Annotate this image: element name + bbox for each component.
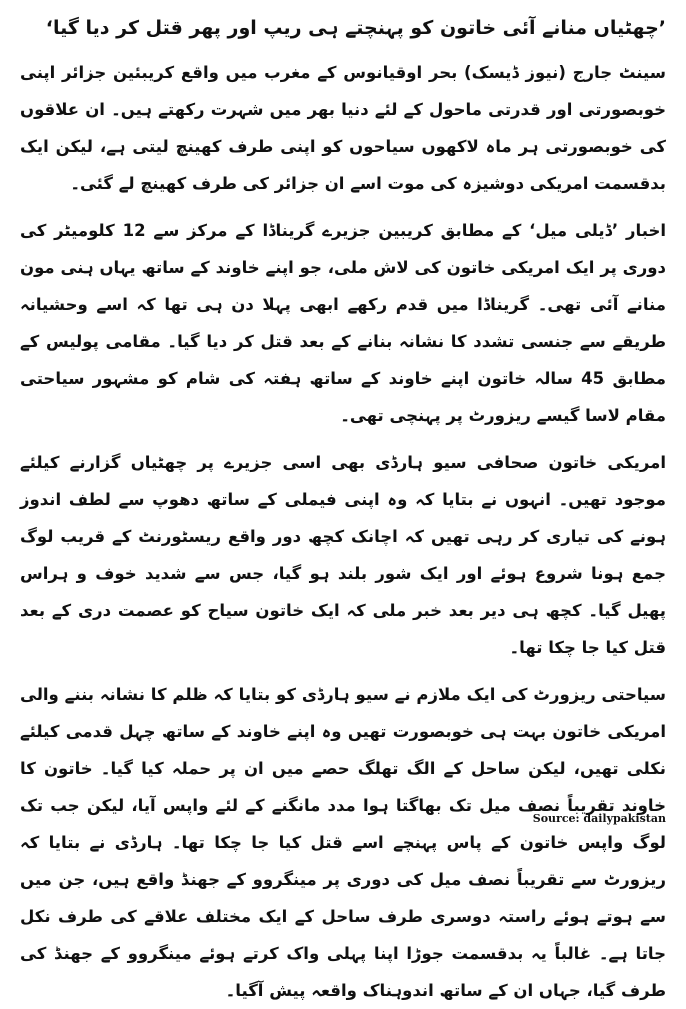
source-credit: Source: dailypakistan bbox=[532, 812, 666, 825]
article-paragraph-1: سینٹ جارج (نیوز ڈیسک) بحر اوقیانوس کے مغرب میں واقع کریبئین جزائر اپنی خوبصورتی اور قدرتی ماحول کے لئے دنیا بھر میں شہرت رکھتے ہیں۔ ان علاقوں کی خوبصورتی ہر ماہ لاکھوں سیاحوں کو اپنی طرف کھینچ لیتی ہے، لیکن ایک بدقسمت امریکی دوشیزہ کی موت اسے ان جزائر کی طرف کھینچ لے گئی۔ bbox=[20, 63, 666, 193]
article-paragraph-3: امریکی خاتون صحافی سیو ہارڈی بھی اسی جزیرے پر چھٹیاں گزارنے کیلئے موجود تھیں۔ انہوں نے بتایا کہ وہ اپنی فیملی کے ساتھ دھوپ سے لطف اندوز ہونے کی تیاری کر رہی تھیں کہ اچانک کچھ دور واقع ریسٹورنٹ کے قریب لوگ جمع ہونا شروع ہوئے اور ایک شور بلند ہو گیا، جس سے شدید خوف و ہراس پھیل گیا۔ کچھ ہی دیر بعد خبر ملی کہ ایک خاتون سیاح کو عصمت دری کے بعد قتل کیا جا چکا تھا۔ bbox=[20, 453, 666, 657]
article-paragraph-4: سیاحتی ریزورٹ کی ایک ملازم نے سیو ہارڈی کو بتایا کہ ظلم کا نشانہ بننے والی امریکی خاتون بہت ہی خوبصورت تھیں وہ اپنے خاوند کے ساتھ چہل قدمی کیلئے نکلی تھیں، لیکن ساحل کے الگ تھلگ حصے میں ان پر حملہ کیا گیا۔ خاتون کا خاوند تقریباً نصف میل تک بھاگتا ہوا مدد مانگنے کے لئے واپس آیا، لیکن جب تک لوگ واپس خاتون کے پاس پہنچے اسے قتل کیا جا چکا تھا۔ ہارڈی نے بتایا کہ ریزورٹ سے تقریباً نصف میل کی دوری پر مینگروو کے جھنڈ واقع ہیں، جن میں سے ہوتے ہوئے راستہ دوسری طرف ساحل کے ایک مختلف علاقے کی طرف نکل جاتا ہے۔ غالباً یہ بدقسمت جوڑا اپنا پہلی واک کرتے ہوئے مینگروو کے جھنڈ کی طرف گیا، جہاں ان کے ساتھ اندوہناک واقعہ پیش آگیا۔ bbox=[20, 685, 666, 1000]
article-paragraph-2: اخبار ’ڈیلی میل‘ کے مطابق کریبین جزیرے گریناڈا کے مرکز سے 12 کلومیٹر کی دوری پر ایک امریکی خاتون کی لاش ملی، جو اپنے خاوند کے ساتھ یہاں ہنی مون منانے آئی تھی۔ گریناڈا میں قدم رکھے ابھی پہلا دن ہی تھا کہ اسے وحشیانہ طریقے سے جنسی تشدد کا نشانہ بنانے کے بعد قتل کر دیا گیا۔ مقامی پولیس کے مطابق 45 سالہ خاتون اپنے خاوند کے ساتھ ہفتہ کی شام کو مشہور سیاحتی مقام لاسا گیسے ریزورٹ پر پہنچی تھی۔ bbox=[20, 221, 667, 425]
article-title: ’چھٹیاں منانے آئی خاتون کو پہنچتے ہی ریپ اور پھر قتل کر دیا گیا‘ bbox=[45, 17, 666, 39]
